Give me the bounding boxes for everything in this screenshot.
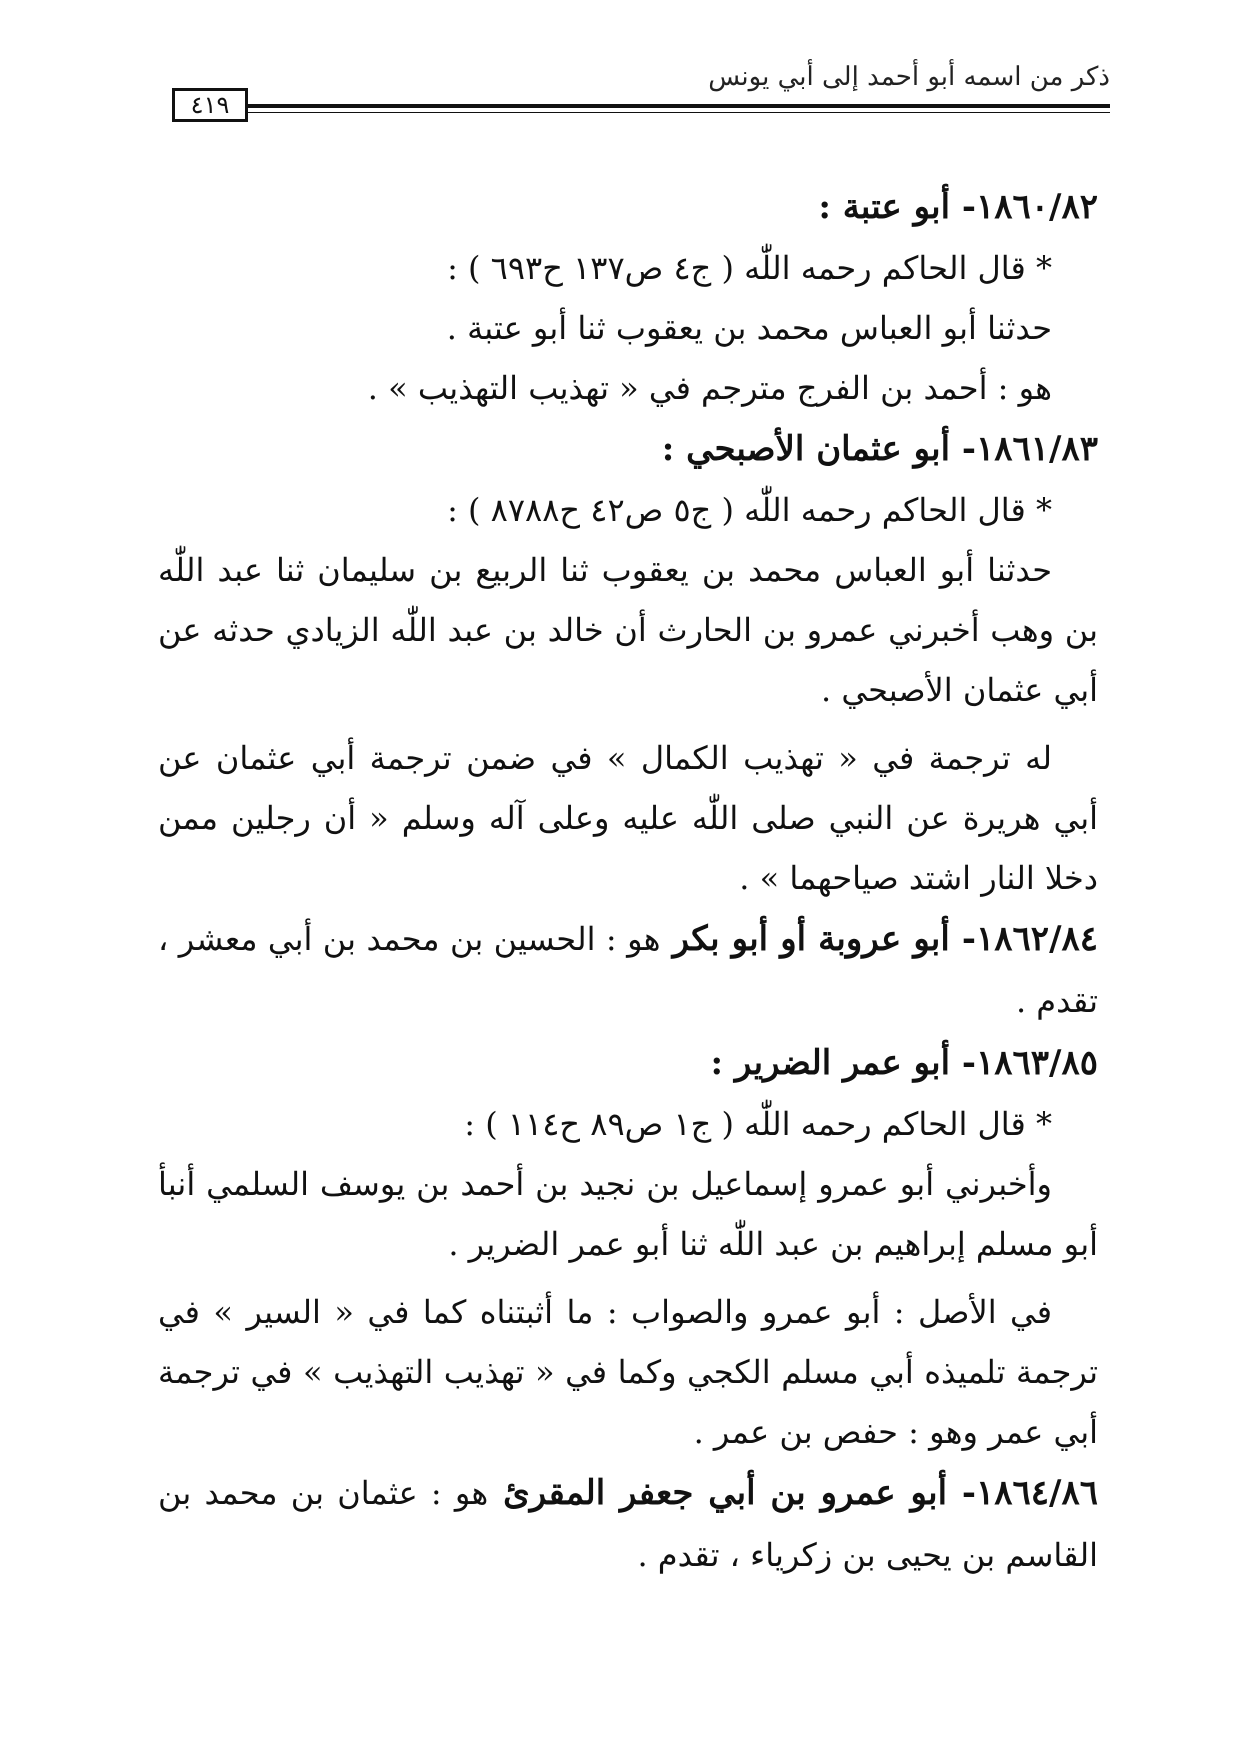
entry-heading-lead-84: ١٨٦٢/٨٤- أبو عروبة أو أبو بكر [672,919,1099,959]
entry-heading-rest-84: هو : الحسين بن محمد بن أبي معشر ، تقدم . [158,920,1098,1020]
entry-source-85: * قال الحاكم رحمه اللّٰه ( ج١ ص٨٩ ح١١٤ ) : [464,1105,1052,1143]
entry-note-83: له ترجمة في « تهذيب الكمال » في ضمن ترجمة أبي عثمان عن أبي هريرة عن النبي صلى اللّٰه عليه وعلى آله وسلم « أن رجلين ممن دخلا النار اشتد صياحهما » . [158,739,1098,897]
header-rule-thick [248,104,1110,108]
entry-note-85: في الأصل : أبو عمرو والصواب : ما أثبتناه كما في « السير » في ترجمة تلميذه أبي مسلم الكجي وكما في « تهذيب التهذيب » في ترجمة أبي عمر وهو : حفص بن عمر . [158,1293,1098,1451]
entry-text-83: حدثنا أبو العباس محمد بن يعقوب ثنا الربيع بن سليمان ثنا عبد اللّٰه بن وهب أخبرني عمرو بن الحارث أن خالد بن عبد اللّٰه الزيادي حدثه عن أبي عثمان الأصبحي . [158,551,1098,709]
running-header [160,58,1110,148]
entry-source-83: * قال الحاكم رحمه اللّٰه ( ج٥ ص٤٢ ح٨٧٨٨ ) : [447,491,1052,529]
running-title: ذكر من اسمه أبو أحمد إلى أبي يونس [708,62,1110,92]
entry-heading-83: ١٨٦١/٨٣- أبو عثمان الأصبحي : [661,429,1098,469]
entry-text-85: وأخبرني أبو عمرو إسماعيل بن نجيد بن أحمد بن يوسف السلمي أنبأ أبو مسلم إبراهيم بن عبد اللّٰه ثنا أبو عمر الضرير . [158,1165,1098,1263]
entry-source-82: * قال الحاكم رحمه اللّٰه ( ج٤ ص١٣٧ ح٦٩٣ ) : [447,249,1052,287]
entry-heading-84 [158,908,1098,1032]
header-rule-thin [248,112,1110,113]
entry-heading-lead-86: ١٨٦٤/٨٦- أبو عمرو بن أبي جعفر المقرئ [503,1473,1098,1513]
entry-heading-rest-86: هو : عثمان بن محمد بن القاسم بن يحيى بن زكرياء ، تقدم . [158,1474,1098,1574]
page-body [158,176,1098,1586]
entry-text-82: حدثنا أبو العباس محمد بن يعقوب ثنا أبو عتبة . [446,309,1052,347]
entry-note-82: هو : أحمد بن الفرج مترجم في « تهذيب التهذيب » . [367,369,1052,407]
entry-heading-86 [158,1462,1098,1586]
entry-heading-85: ١٨٦٣/٨٥- أبو عمر الضرير : [710,1043,1098,1083]
page-number: ٤١٩ [172,88,248,122]
entry-heading-82: ١٨٦٠/٨٢- أبو عتبة : [818,187,1098,227]
